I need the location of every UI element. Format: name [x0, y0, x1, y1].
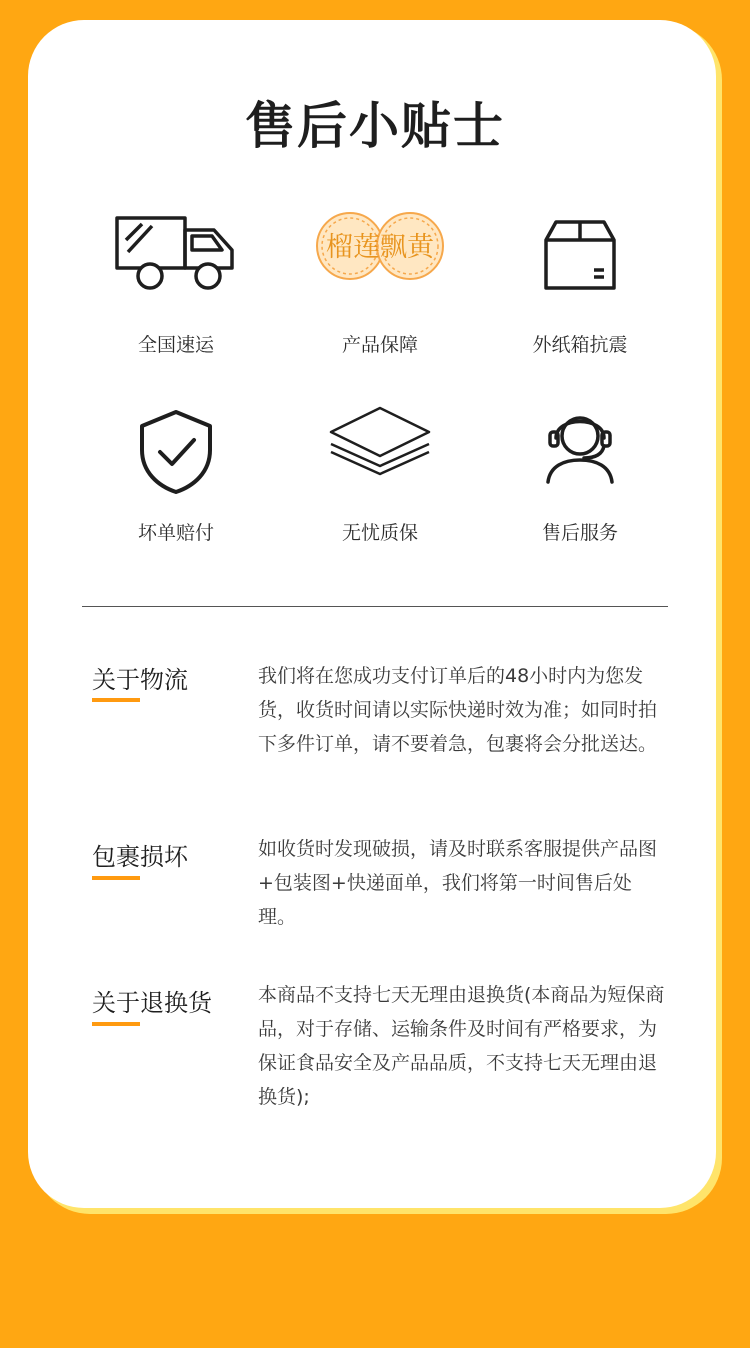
layers-icon	[325, 404, 435, 488]
section-title: 包裹损坏	[92, 843, 188, 871]
customer-service-icon	[540, 406, 620, 486]
divider	[82, 606, 668, 607]
page-title: 售后小贴士	[245, 97, 505, 155]
brand-stamp-text: 榴莲飘黄	[326, 232, 434, 263]
feature-label: 售后服务	[541, 522, 618, 544]
shield-check-icon	[136, 408, 216, 496]
feature-label: 坏单赔付	[137, 522, 214, 544]
truck-icon	[114, 210, 238, 296]
section-title: 关于物流	[92, 666, 188, 694]
section-body: 本商品不支持七天无理由退换货(本商品为短保商品，对于存储、运输条件及时间有严格要求，为保证食品安全及产品品质，不支持七天无理由退换货);	[258, 984, 665, 1108]
feature-damage-compensation	[66, 408, 286, 544]
section-title: 关于退换货	[92, 989, 212, 1017]
section-underline	[92, 876, 140, 880]
feature-after-sales-service	[470, 406, 690, 544]
feature-worry-free-warranty	[270, 404, 490, 544]
box-icon	[540, 214, 620, 294]
brand-stamp-icon	[314, 204, 446, 290]
feature-express-shipping	[66, 210, 286, 356]
section-underline	[92, 1022, 140, 1026]
feature-shockproof-box	[470, 214, 690, 356]
section-underline	[92, 698, 140, 702]
section-body: 如收货时发现破损，请及时联系客服提供产品图+包装图+快递面单，我们将第一时间售后处理。	[258, 838, 658, 928]
section-body: 我们将在您成功支付订单后的48小时内为您发货，收货时间请以实际快递时效为准；如同时拍下多件订单，请不要着急，包裹将会分批送达。	[258, 665, 658, 755]
feature-label: 无忧质保	[341, 522, 418, 544]
feature-product-guarantee	[270, 204, 490, 356]
feature-label: 产品保障	[341, 334, 418, 356]
feature-label: 全国速运	[137, 334, 214, 356]
feature-label: 外纸箱抗震	[532, 334, 628, 356]
